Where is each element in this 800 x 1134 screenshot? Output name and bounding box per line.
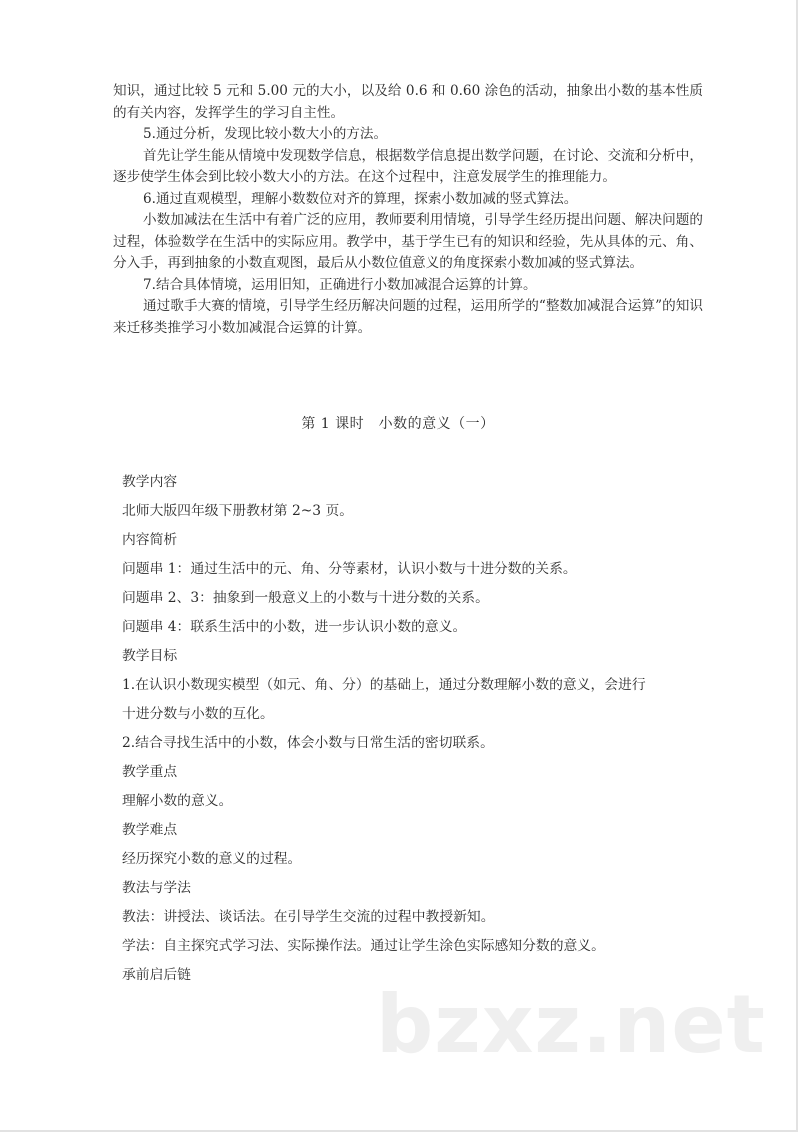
objective-7: 7.结合具体情境，运用旧知，正确进行小数加减混合运算的计算。 <box>143 276 537 293</box>
text-line: 问题串 4：联系生活中的小数，进一步认识小数的意义。 <box>122 619 467 635</box>
text-line: 学法：自主探究式学习法、实际操作法。通过让学生涂色实际感知分数的意义。 <box>122 938 605 954</box>
lesson-title: 第 1 课时 小数的意义（一） <box>301 416 495 432</box>
objective-5: 5.通过分析，发现比较小数大小的方法。 <box>143 126 388 142</box>
previous-section-text <box>113 81 703 339</box>
text-line: 北师大版四年级下册教材第 2~3 页。 <box>122 503 354 519</box>
lesson-body <box>122 468 702 990</box>
heading-difficulties: 教学难点 <box>122 822 178 838</box>
heading-content-analysis: 内容简析 <box>122 532 178 548</box>
heading-teaching-content: 教学内容 <box>122 474 178 490</box>
paragraph: 小数加减法在生活中有着广泛的应用，教师要利用情境，引导学生经历提出问题、解决问题的过程，体验数学在生活中的实际应用。教学中，基于学生已有的知识和经验，先从具体的元、角、分入手，再到抽象的小数直观图，最后从小数位值意义的角度探索小数加减的竖式算法。 <box>113 212 703 271</box>
text-line: 问题串 1：通过生活中的元、角、分等素材，认识小数与十进分数的关系。 <box>122 561 577 577</box>
text-line: 2.结合寻找生活中的小数，体会小数与日常生活的密切联系。 <box>122 735 494 751</box>
objective-6: 6.通过直观模型，理解小数数位对齐的算理，探索小数加减的竖式算法。 <box>143 190 578 207</box>
text-line: 1.在认识小数现实模型（如元、角、分）的基础上，通过分数理解小数的意义，会进行 <box>122 677 646 693</box>
heading-methods: 教法与学法 <box>122 880 191 896</box>
watermark: bzxz.net <box>376 978 766 1071</box>
heading-teaching-objectives: 教学目标 <box>122 648 178 664</box>
text-line: 教法：讲授法、谈话法。在引导学生交流的过程中教授新知。 <box>122 909 495 925</box>
heading-connection-chain: 承前启后链 <box>122 967 191 983</box>
text-line: 经历探究小数的意义的过程。 <box>122 851 302 867</box>
text-line: 问题串 2、3：抽象到一般意义上的小数与十进分数的关系。 <box>122 590 489 606</box>
text-line: 理解小数的意义。 <box>122 793 233 809</box>
paragraph: 首先让学生能从情境中发现数学信息，根据数学信息提出数学问题，在讨论、交流和分析中，逐步使学生体会到比较小数大小的方法。在这个过程中，注意发展学生的推理能力。 <box>113 147 703 185</box>
paragraph: 通过歌手大赛的情境，引导学生经历解决问题的过程，运用所学的“整数加减混合运算”的知识来迁移类推学习小数加减混合运算的计算。 <box>113 298 703 336</box>
text-line: 十进分数与小数的互化。 <box>122 706 274 722</box>
paragraph: 知识，通过比较 5 元和 5.00 元的大小，以及给 0.6 和 0.60 涂色的活动，抽象出小数的基本性质的有关内容，发挥学生的学习自主性。 <box>113 83 703 121</box>
heading-key-points: 教学重点 <box>122 764 178 780</box>
